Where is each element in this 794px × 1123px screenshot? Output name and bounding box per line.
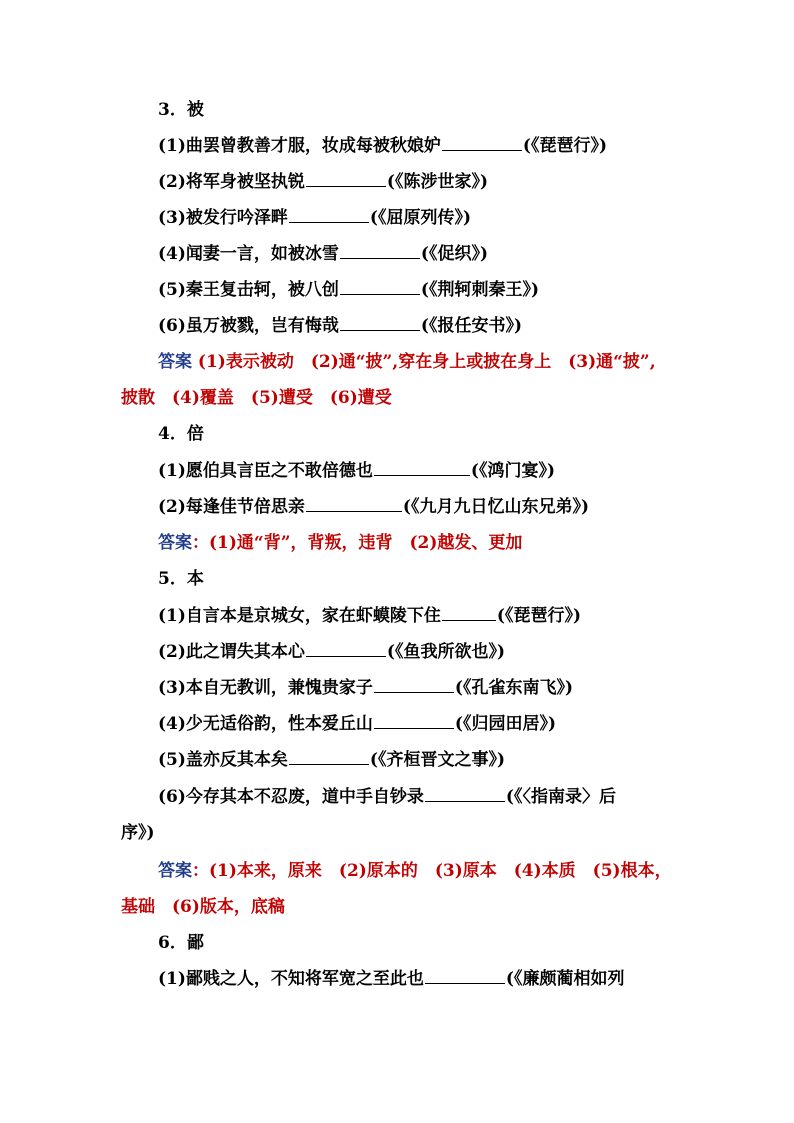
question-text: (1)自言本是京城女，家在虾蟆陵下住 (158, 606, 441, 626)
source-text: (《九月九日忆山东兄弟》) (402, 497, 590, 517)
list-item (0, 128, 794, 164)
source-text: (《琵琶行》) (522, 136, 608, 156)
source-text: (《鱼我所欲也》) (386, 642, 506, 662)
answer-blank (340, 236, 420, 259)
answer-blank (306, 634, 386, 657)
list-item (0, 742, 794, 778)
question-text: (2)每逢佳节倍思亲 (158, 497, 305, 517)
question-text: (2)此之谓失其本心 (158, 642, 305, 662)
answer-text: ：(1)通“背”，背叛，违背 (2)越发、更加 (192, 533, 523, 553)
answer-blank (306, 489, 402, 512)
answer-blank (289, 742, 369, 765)
section-5-title: 5．本 (158, 569, 204, 589)
answer-line (0, 344, 794, 380)
answer-line (0, 380, 794, 416)
question-text: (1)曲罢曾教善才服，妆成每被秋娘妒 (158, 136, 441, 156)
question-text: (1)鄙贱之人，不知将军宽之至此也 (158, 969, 424, 989)
section-6-title: 6．鄙 (158, 933, 204, 953)
source-text: (《齐桓晋文之事》) (369, 750, 506, 770)
source-text: (《荆轲刺秦王》) (420, 280, 540, 300)
answer-label: 答案 (158, 352, 192, 372)
question-text: (5)秦王复击轲，被八创 (158, 280, 339, 300)
source-text: (《琵琶行》) (496, 606, 582, 626)
question-text: (5)盖亦反其本矣 (158, 750, 288, 770)
section-4-title: 4．倍 (158, 424, 204, 444)
answer-blank (425, 779, 505, 802)
question-text: (6)虽万被戮，岂有悔哉 (158, 316, 339, 336)
list-item (0, 200, 794, 236)
answer-line (0, 525, 794, 561)
answer-text: ：(1)本来，原来 (2)原本的 (3)原本 (4)本质 (5)根本， (192, 861, 672, 881)
answer-blank (340, 272, 420, 295)
list-item (0, 634, 794, 670)
answer-blank (442, 598, 496, 621)
list-item (0, 961, 794, 997)
answer-line (0, 853, 794, 889)
answer-label: 答案 (158, 861, 192, 881)
list-item (0, 453, 794, 489)
list-item (0, 236, 794, 272)
answer-text: 基础 (6)版本，底稿 (121, 897, 285, 917)
source-text: (《屈原列传》) (369, 208, 472, 228)
answer-blank (374, 453, 470, 476)
source-text: (《报任安书》) (420, 316, 523, 336)
list-item (0, 489, 794, 525)
answer-text: (1)表示被动 (2)通“披”,穿在身上或披在身上 (3)通“披”, (192, 352, 656, 372)
answer-blank (289, 200, 369, 223)
answer-blank (374, 706, 454, 729)
answer-blank (374, 670, 454, 693)
question-text: (3)本自无教训，兼愧贵家子 (158, 678, 373, 698)
question-text: (1)愿伯具言臣之不敢倍德也 (158, 461, 373, 481)
answer-blank (425, 961, 505, 984)
source-text: (《孔雀东南飞》) (454, 678, 574, 698)
question-text: (4)少无适俗韵，性本爱丘山 (158, 714, 373, 734)
list-item (0, 706, 794, 742)
answer-label: 答案 (158, 533, 192, 553)
answer-text: 披散 (4)覆盖 (5)遭受 (6)遭受 (121, 388, 392, 408)
source-text: (《鸿门宴》) (470, 461, 556, 481)
question-text: (6)今存其本不忍废，道中手自钞录 (158, 787, 424, 807)
section-3-title: 3．被 (158, 100, 204, 120)
answer-blank (340, 308, 420, 331)
source-text: (《陈涉世家》) (386, 172, 489, 192)
list-item-continuation: 序》) (121, 823, 155, 843)
question-text: (4)闻妻一言，如被冰雪 (158, 244, 339, 264)
list-item (0, 670, 794, 706)
source-text: (《廉颇蔺相如列 (505, 969, 625, 989)
answer-blank (306, 164, 386, 187)
source-text: (《促织》) (420, 244, 489, 264)
source-text: (《归园田居》) (454, 714, 557, 734)
list-item (0, 308, 794, 344)
question-text: (2)将军身被坚执锐 (158, 172, 305, 192)
source-text: (《〈指南录〉后 (505, 787, 616, 807)
answer-blank (442, 128, 522, 151)
list-item (0, 164, 794, 200)
list-item (0, 272, 794, 308)
answer-line (0, 889, 794, 925)
list-item (0, 779, 794, 815)
question-text: (3)被发行吟泽畔 (158, 208, 288, 228)
list-item (0, 598, 794, 634)
